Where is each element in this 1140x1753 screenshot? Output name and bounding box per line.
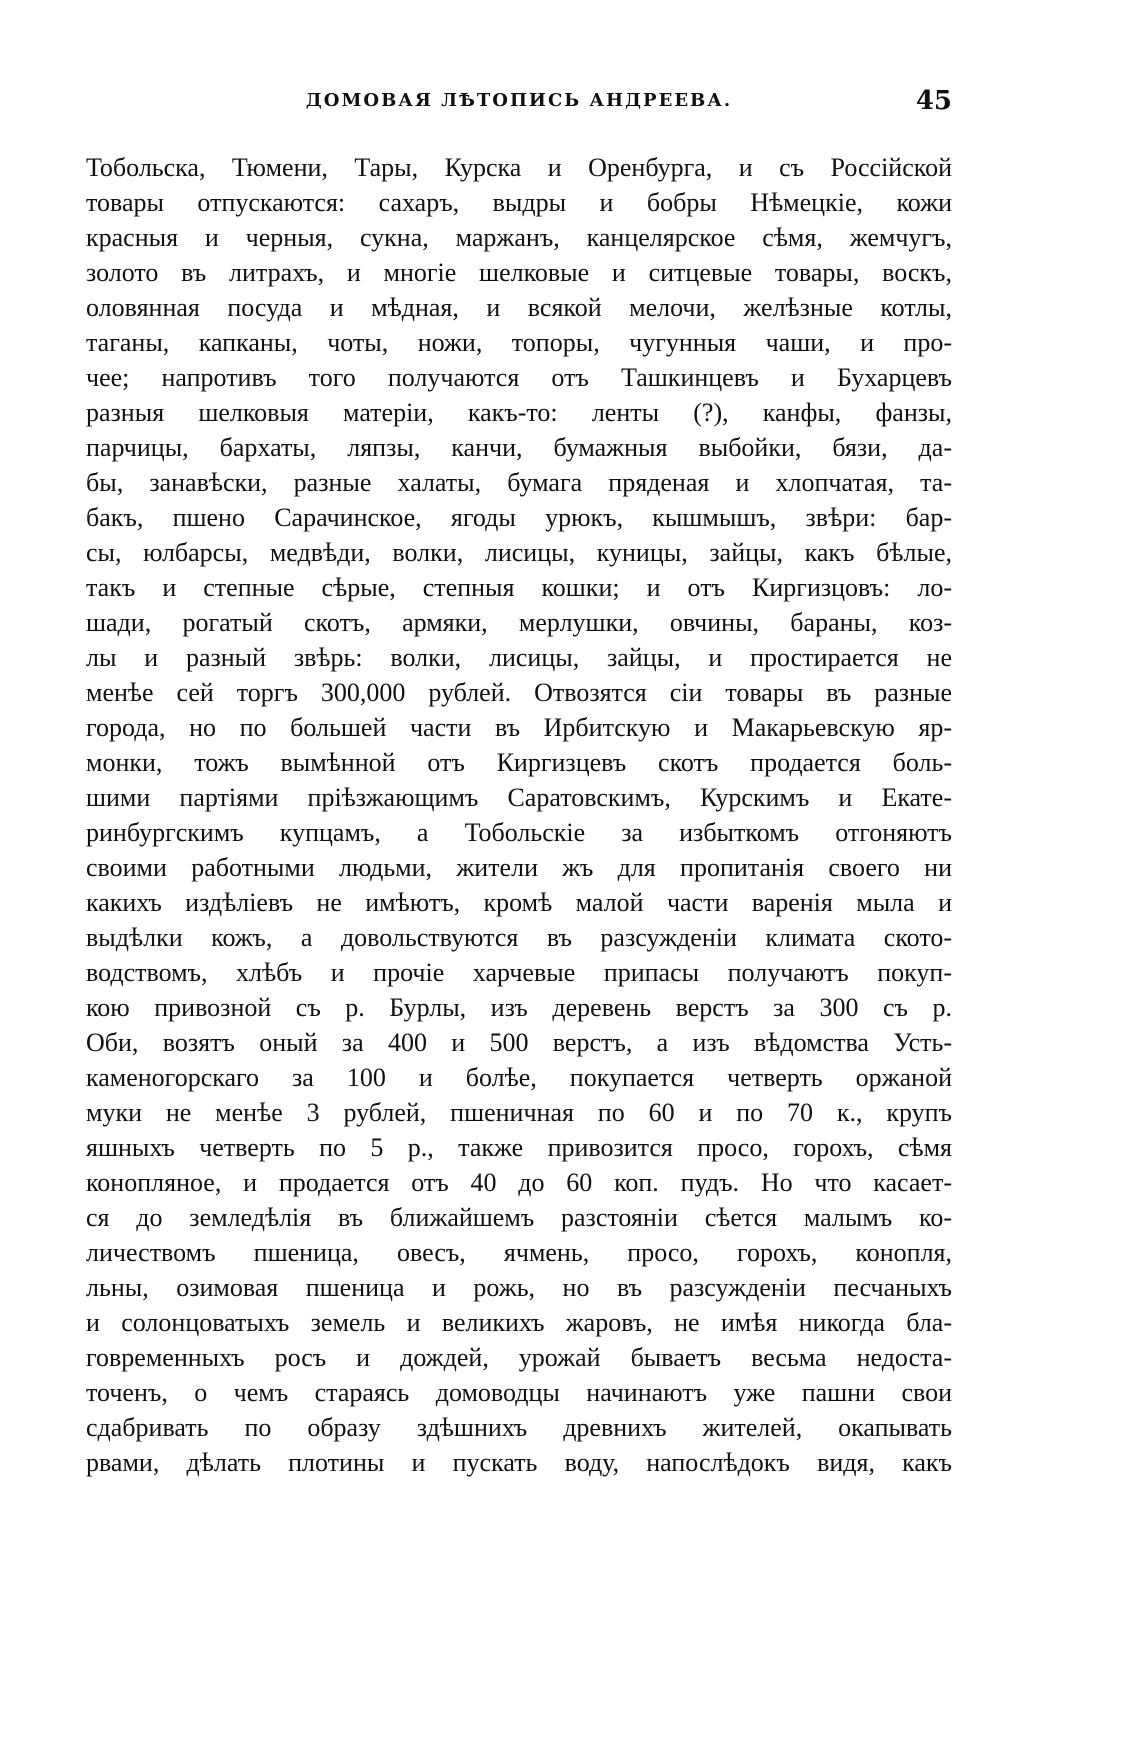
text-line: рвами, дѣлать плотины и пускать воду, напослѣдокъ видя, какъ (86, 1448, 952, 1477)
text-line: говременныхъ росъ и дождей, урожай бываетъ весьма недоста- (86, 1343, 952, 1372)
text-line: лы и разный звѣрь: волки, лисицы, зайцы, и простирается не (86, 643, 952, 672)
text-line: оловянная посуда и мѣдная, и всякой мелочи, желѣзные котлы, (86, 293, 952, 322)
text-line: какихъ издѣліевъ не имѣютъ, кромѣ малой части варенія мыла и (86, 888, 952, 917)
text-line: бы, занавѣски, разные халаты, бумага пряденая и хлопчатая, та- (86, 468, 952, 497)
text-line: парчицы, бархаты, ляпзы, канчи, бумажныя выбойки, бязи, да- (86, 433, 952, 462)
page-number: 45 (915, 86, 952, 116)
text-line: водствомъ, хлѣбъ и прочіе харчевые припасы получаютъ покуп- (86, 958, 952, 987)
text-line: товары отпускаются: сахаръ, выдры и бобры Нѣмецкіе, кожи (86, 188, 952, 217)
text-line: бакъ, пшено Сарачинское, ягоды урюкъ, кышмышъ, звѣри: бар- (86, 503, 952, 532)
text-line: золото въ литрахъ, и многіе шелковые и ситцевые товары, воскъ, (86, 258, 952, 287)
page-header (86, 86, 952, 122)
text-line: чее; напротивъ того получаются отъ Ташкинцевъ и Бухарцевъ (86, 363, 952, 392)
running-title: ДОМОВАЯ ЛѢТОПИСЬ АНДРЕЕВА. (305, 90, 733, 111)
text-line: каменогорскаго за 100 и болѣе, покупается четверть оржаной (86, 1063, 952, 1092)
text-line: сдабривать по образу здѣшнихъ древнихъ жителей, окапывать (86, 1413, 952, 1442)
body-text (86, 150, 952, 1480)
text-line: своими работными людьми, жители жъ для пропитанія своего ни (86, 853, 952, 882)
text-line: ся до земледѣлія въ ближайшемъ разстояніи сѣется малымъ ко- (86, 1203, 952, 1232)
text-line: монки, тожъ вымѣнной отъ Киргизцевъ скотъ продается боль- (86, 748, 952, 777)
text-line: шади, рогатый скотъ, армяки, мерлушки, овчины, бараны, коз- (86, 608, 952, 637)
text-line: выдѣлки кожъ, а довольствуются въ разсужденіи климата ското- (86, 923, 952, 952)
text-line: точенъ, о чемъ стараясь домоводцы начинаютъ уже пашни свои (86, 1378, 952, 1407)
text-line: менѣе сей торгъ 300,000 рублей. Отвозятся сіи товары въ разные (86, 678, 952, 707)
text-line: яшныхъ четверть по 5 р., также привозится просо, горохъ, сѣмя (86, 1133, 952, 1162)
text-line: таганы, капканы, чоты, ножи, топоры, чугунныя чаши, и про- (86, 328, 952, 357)
text-line: ринбургскимъ купцамъ, а Тобольскіе за избыткомъ отгоняютъ (86, 818, 952, 847)
text-line: такъ и степные сѣрые, степныя кошки; и отъ Киргизцовъ: ло- (86, 573, 952, 602)
text-line: муки не менѣе 3 рублей, пшеничная по 60 и по 70 к., крупъ (86, 1098, 952, 1127)
text-line: города, но по большей части въ Ирбитскую и Макарьевскую яр- (86, 713, 952, 742)
text-line: Тобольска, Тюмени, Тары, Курска и Оренбурга, и съ Россійской (86, 153, 952, 182)
text-line: шими партіями пріѣзжающимъ Саратовскимъ, Курскимъ и Екате- (86, 783, 952, 812)
text-line: красныя и черныя, сукна, маржанъ, канцелярское сѣмя, жемчугъ, (86, 223, 952, 252)
text-line: и солонцоватыхъ земель и великихъ жаровъ, не имѣя никогда бла- (86, 1308, 952, 1337)
text-line: кою привозной съ р. Бурлы, изъ деревень верстъ за 300 съ р. (86, 993, 952, 1022)
text-line: личествомъ пшеница, овесъ, ячмень, просо, горохъ, конопля, (86, 1238, 952, 1267)
text-line: сы, юлбарсы, медвѣди, волки, лисицы, куницы, зайцы, какъ бѣлые, (86, 538, 952, 567)
text-line: Оби, возятъ оный за 400 и 500 верстъ, а изъ вѣдомства Усть- (86, 1028, 952, 1057)
text-line: разныя шелковыя матеріи, какъ-то: ленты (?), канфы, фанзы, (86, 398, 952, 427)
text-line: конопляное, и продается отъ 40 до 60 коп. пудъ. Но что касает- (86, 1168, 952, 1197)
text-line: льны, озимовая пшеница и рожь, но въ разсужденіи песчаныхъ (86, 1273, 952, 1302)
